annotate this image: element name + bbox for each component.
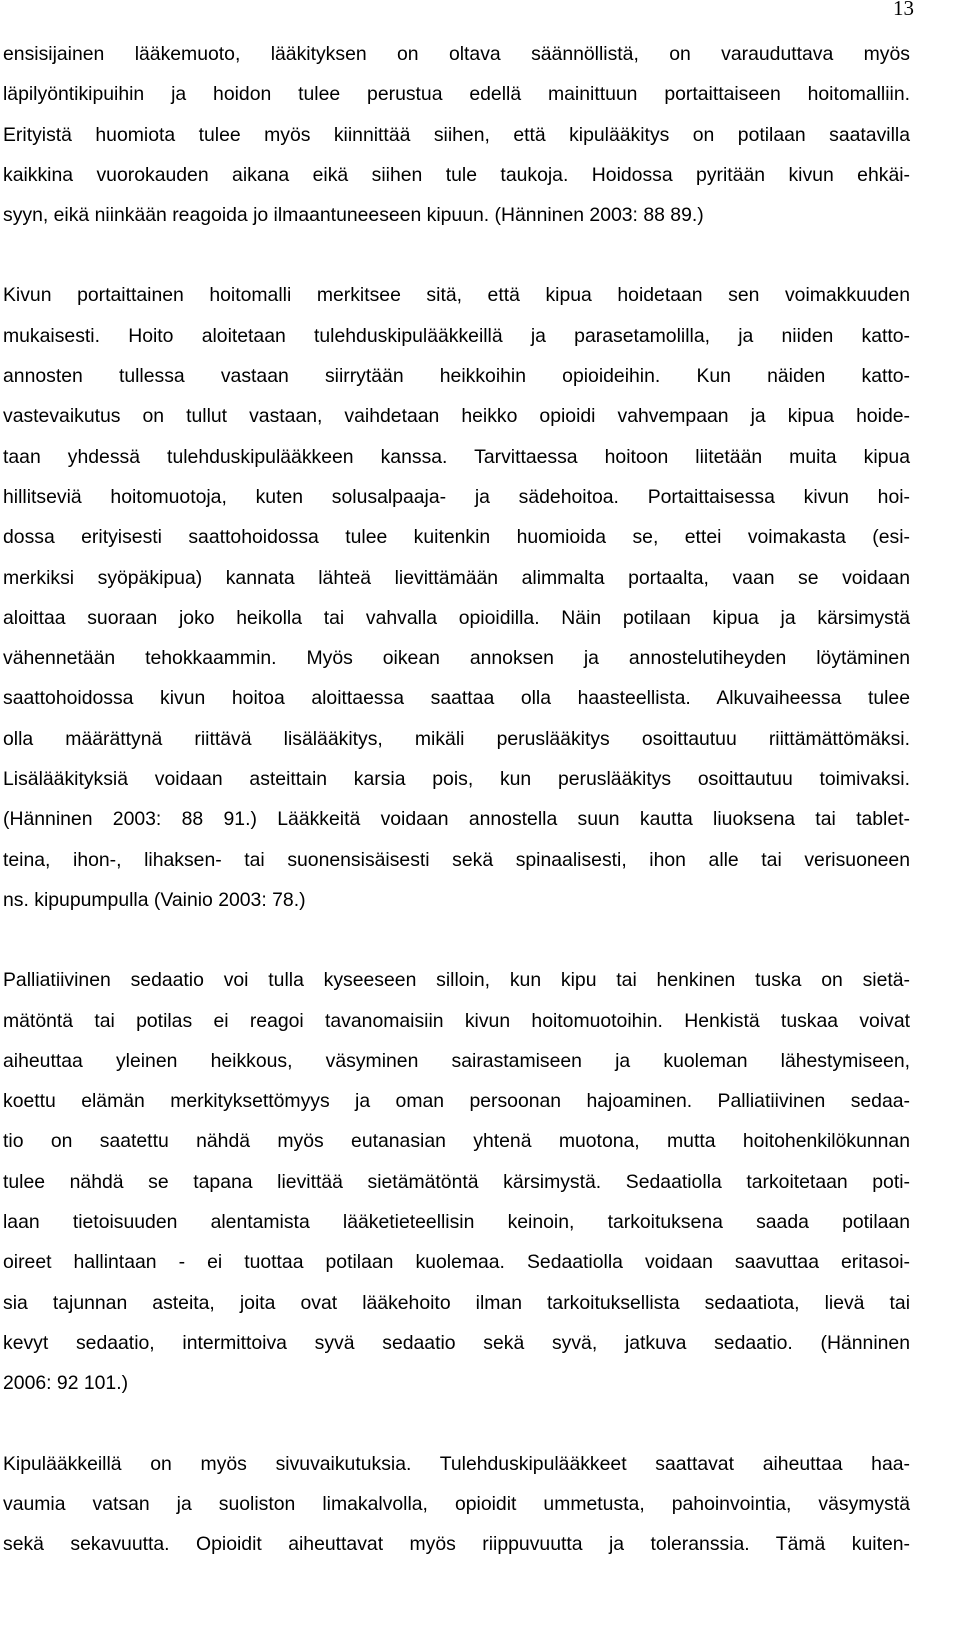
- text-line: vastevaikutus on tullut vastaan, vaihdetaan heikko opioidi vahvempaan ja kipua hoide-: [3, 405, 910, 428]
- text-line: tio on saatettu nähdä myös eutanasian yhtenä muotona, mutta hoitohenkilökunnan: [3, 1130, 910, 1153]
- text-line: aloittaa suoraan joko heikolla tai vahvalla opioidilla. Näin potilaan kipua ja kärsimystä: [3, 606, 910, 629]
- text-line: tulee nähdä se tapana lievittää sietämätöntä kärsimystä. Sedaatiolla tarkoitetaan poti-: [3, 1170, 910, 1193]
- text-line: merkiksi syöpäkipua) kannata lähteä lievittämään alimmalta portaalta, vaan se voidaan: [3, 566, 910, 589]
- text-line: läpilyöntikipuihin ja hoidon tulee perustua edellä mainittuun portaittaiseen hoitomalliin.: [3, 83, 910, 106]
- text-line: kaikkina vuorokauden aikana eikä siihen tule taukoja. Hoidossa pyritään kivun ehkäi-: [3, 163, 910, 186]
- text-line: Kivun portaittainen hoitomalli merkitsee sitä, että kipua hoidetaan sen voimakkuuden: [3, 284, 910, 307]
- paragraph-3: [3, 960, 910, 1403]
- text-line: annosten tullessa vastaan siirrytään heikkoihin opioideihin. Kun näiden katto-: [3, 365, 910, 388]
- text-line: sia tajunnan asteita, joita ovat lääkehoito ilman tarkoituksellista sedaatiota, lievä tai: [3, 1291, 910, 1314]
- paragraph-4: [3, 1444, 910, 1565]
- text-line: (Hänninen 2003: 88 91.) Lääkkeitä voidaan annostella suun kautta liuoksena tai tablet-: [3, 808, 910, 831]
- paragraph-1: [3, 34, 910, 235]
- text-line: mätöntä tai potilas ei reagoi tavanomaisiin kivun hoitomuotoihin. Henkistä tuskaa voivat: [3, 1009, 910, 1032]
- text-line: Lisälääkityksiä voidaan asteittain karsia pois, kun peruslääkitys osoittautuu toimivaksi.: [3, 768, 910, 791]
- text-line: ensisijainen lääkemuoto, lääkityksen on oltava säännöllistä, on varauduttava myös: [3, 43, 910, 65]
- text-line: mukaisesti. Hoito aloitetaan tulehduskipulääkkeillä ja parasetamolilla, ja niiden katto-: [3, 324, 910, 347]
- text-line: dossa erityisesti saattohoidossa tulee kuitenkin huomioida se, ettei voimakasta (esi-: [3, 526, 910, 549]
- text-line: Kipulääkkeillä on myös sivuvaikutuksia. Tulehduskipulääkkeet saattavat aiheuttaa haa-: [3, 1452, 910, 1475]
- text-line: aiheuttaa yleinen heikkous, väsyminen sairastamiseen ja kuoleman lähestymiseen,: [3, 1049, 910, 1072]
- text-line: kevyt sedaatio, intermittoiva syvä sedaatio sekä syvä, jatkuva sedaatio. (Hänninen: [3, 1331, 910, 1354]
- text-line: Palliatiivinen sedaatio voi tulla kyseeseen silloin, kun kipu tai henkinen tuska on sietä-: [3, 969, 910, 992]
- text-line: hillitseviä hoitomuotoja, kuten solusalpaaja- ja sädehoitoa. Portaittaisessa kivun hoi-: [3, 485, 910, 508]
- body-text: [3, 34, 910, 1564]
- text-line: ns. kipupumpulla (Vainio 2003: 78.): [3, 888, 306, 911]
- text-line: 2006: 92 101.): [3, 1372, 129, 1395]
- text-line: oireet hallintaan - ei tuottaa potilaan kuolemaa. Sedaatiolla voidaan saavuttaa eritasoi-: [3, 1251, 910, 1274]
- text-line: vähennetään tehokkaammin. Myös oikean annoksen ja annostelutiheyden löytäminen: [3, 647, 910, 670]
- text-line: taan yhdessä tulehduskipulääkkeen kanssa. Tarvittaessa hoitoon liitetään muita kipua: [3, 445, 910, 468]
- text-line: syyn, eikä niinkään reagoida jo ilmaantuneeseen kipuun. (Hänninen 2003: 88 89.): [3, 204, 704, 227]
- paragraph-2: [3, 275, 910, 920]
- text-line: sekä sekavuutta. Opioidit aiheuttavat myös riippuvuutta ja toleranssia. Tämä kuiten-: [3, 1533, 910, 1556]
- text-line: Erityistä huomiota tulee myös kiinnittää siihen, että kipulääkitys on potilaan saatavilla: [3, 123, 910, 146]
- text-line: olla määrättynä riittävä lisälääkitys, mikäli peruslääkitys osoittautuu riittämättömäksi.: [3, 727, 910, 750]
- text-line: teina, ihon-, lihaksen- tai suonensisäisesti sekä spinaalisesti, ihon alle tai verisuoneen: [3, 848, 910, 871]
- text-line: vaumia vatsan ja suoliston limakalvolla, opioidit ummetusta, pahoinvointia, väsymystä: [3, 1492, 910, 1515]
- page-number: 13: [893, 0, 914, 20]
- text-line: koettu elämän merkityksettömyys ja oman persoonan hajoaminen. Palliatiivinen sedaa-: [3, 1090, 910, 1113]
- text-line: saattohoidossa kivun hoitoa aloittaessa saattaa olla haasteellista. Alkuvaiheessa tulee: [3, 687, 910, 710]
- text-line: laan tietoisuuden alentamista lääketieteellisin keinoin, tarkoituksena saada potilaan: [3, 1211, 910, 1234]
